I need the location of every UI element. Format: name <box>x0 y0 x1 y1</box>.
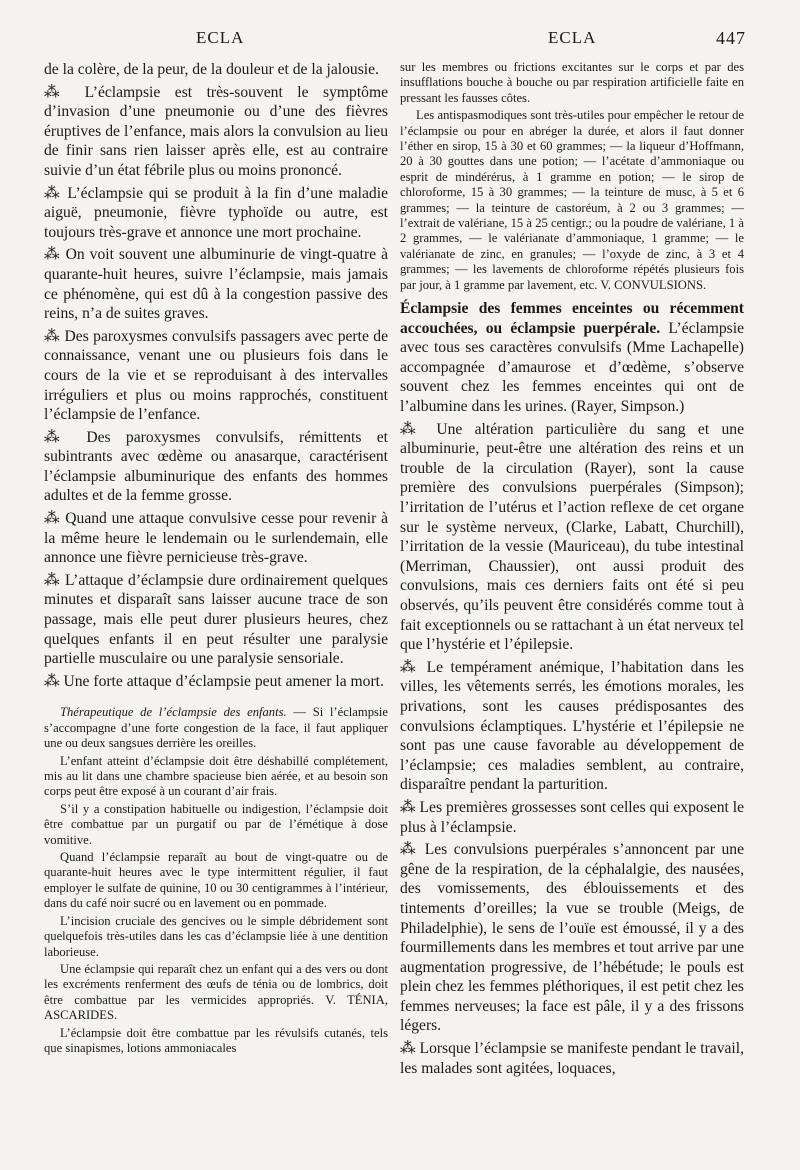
paragraph: ⁂ Des paroxysmes convulsifs, rémittents et subintrants avec œdème ou anasarque, caractérisent l’éclampsie albuminurique des enfants des hommes adultes et de la femme grosse. <box>44 428 388 505</box>
section-heading: Thérapeutique de l’éclampsie des enfants. <box>60 705 287 720</box>
paragraph: ⁂ Lorsque l’éclampsie se manifeste pendant le travail, les malades sont agitées, loquaces, <box>400 1040 744 1077</box>
paragraph: Quand l’éclampsie reparaît au bout de vingt-quatre ou de quarante-huit heures avec le type intermittent régulier, il faut employer le sulfate de quinine, 10 ou 30 centigrammes à l’intérieur, dans du café noir sucré ou en lavement ou en pommade. <box>44 850 388 911</box>
running-header <box>0 28 800 50</box>
left-main-text <box>44 60 388 691</box>
paragraph: ⁂ Une altération particulière du sang et une albuminurie, peut-être une altération des reins et un trouble de la circulation (Rayer), sont la cause première des convulsions puerpérales (Simpson); l’irritation de l’utérus et l’action reflexe de cet organe sur le système nerveux, (Clarke, Labatt, Churchill), l’irritation de la vessie (Mauriceau), du tube intestinal (Merriman, Chaussier), ont aussi produit des convulsions, mais ces derniers faits ont été si peu observés, qu’ils peuvent être considérés comme tout à fait exceptionnels ou se rattachant à un état nerveux tel que l’hystérie et l’épilepsie. <box>400 420 744 654</box>
puerperal-intro <box>400 299 744 417</box>
paragraph: de la colère, de la peur, de la douleur et de la jalousie. <box>44 61 379 78</box>
left-therapeutics-text <box>44 705 388 1056</box>
right-main-text <box>400 299 744 1078</box>
right-therapeutics-text <box>400 60 744 293</box>
paragraph: L’éclampsie doit être combattue par les révulsifs cutanés, tels que sinapismes, lotions ammoniacales <box>44 1025 388 1055</box>
paragraph: ⁂ Une forte attaque d’éclampsie peut amener la mort. <box>44 672 384 690</box>
paragraph: ⁂ Les premières grossesses sont celles qui exposent le plus à l’éclampsie. <box>400 798 744 836</box>
right-column <box>400 60 744 1081</box>
header-center-word: ECLA <box>548 28 597 47</box>
heading-continuation: — Si l’éclampsie s’accompagne d’une forte congestion de la face, il faut appliquer une ou deux sangsues derrière les oreilles. <box>44 705 388 751</box>
paragraph: ⁂ L’attaque d’éclampsie dure ordinairement quelques minutes et disparaît sans laisser aucune trace de son passage, mais elle peut durer plusieurs heures, chez quelques enfants il en peut résulter une paralysie partielle musculaire ou une paralysie sensoriale. <box>44 571 388 668</box>
paragraph: L’enfant atteint d’éclampsie doit être déshabillé complétement, mis au lit dans une chambre spacieuse bien aérée, et au besoin son corps peut être exposé à un courant d’air frais. <box>44 753 388 799</box>
section-title: Éclampsie des femmes enceintes ou récemment accouchées, ou éclampsie puerpérale. <box>400 300 744 337</box>
paragraph: S’il y a constipation habituelle ou indigestion, l’éclampsie doit être combattue par un purgatif ou par de l’émétique à dose vomitive. <box>44 801 388 847</box>
paragraph: Les antispasmodiques sont très-utiles pour empêcher le retour de l’éclampsie ou pour en abréger la durée, et alors il faut donner l’éther en sirop, 15 à 30 et 60 grammes; — la liqueur d’Hoffmann, 20 à 30 gouttes dans une potion; — l’acétate d’ammoniaque ou esprit de mindérérus, à 1 gramme en potion; — le sirop de chloroforme, 15 à 30 grammes; — la teinture de musc, à 5 et 6 grammes; — la teinture de castoréum, à 2 ou 3 grammes; — l’extrait de valériane, 15 à 25 centigr.; ou la poudre de valériane, 1 à 2 grammes, — le valérianate d’ammoniaque, 1 gramme; — le valérianate de zinc, en granules; — l’oxyde de zinc, à 3 et 4 grammes; — les lavements de chloroforme répétés plusieurs fois par jour, à 1 gramme par lavement, etc. V. CONVULSIONS. <box>400 108 744 292</box>
paragraph: ⁂ Quand une attaque convulsive cesse pour revenir à la même heure le lendemain ou le surlendemain, elle annonce une fièvre pernicieuse très-grave. <box>44 510 388 567</box>
header-left-word: ECLA <box>196 28 245 47</box>
paragraph: ⁂ L’éclampsie qui se produit à la fin d’une maladie aiguë, pneumonie, fièvre typhoïde ou autre, est toujours très-grave et annonce une mort prochaine. <box>44 184 388 241</box>
paragraph: ⁂ On voit souvent une albuminurie de vingt-quatre à quarante-huit heures, suivre l’éclampsie, mais jamais ce phénomène, qui est dû à la congestion passive des reins, n’a de suites graves. <box>44 246 388 323</box>
title-continuation: L’éclampsie avec tous ses caractères convulsifs (Mme Lachapelle) accompagnée d’amaurose et d’œdème, s’observe souvent chez les femmes enceintes qui ont de l’albumine dans les urines. (Rayer, Simpson.) <box>400 319 744 416</box>
page-number: 447 <box>716 28 746 48</box>
therapeutics-intro <box>44 705 388 751</box>
paragraph: L’incision cruciale des gencives ou le simple débridement sont quelquefois très-utiles dans les cas d’éclampsie liée à une dentition laborieuse. <box>44 913 388 959</box>
paragraph: Une éclampsie qui reparaît chez un enfant qui a des vers ou dont les excréments renferment des œufs de ténia ou de lombrics, doit être combattue par les vermicides appropriés. V. TÉNIA, ASCARIDES. <box>44 961 388 1023</box>
paragraph: ⁂ Des paroxysmes convulsifs passagers avec perte de connaissance, venant une ou plusieurs fois dans le cours de la vie et se reproduisant à des intervalles irréguliers et plus ou moins rapprochés, constituent l’éclampsie de l’enfance. <box>44 327 388 424</box>
paragraph: sur les membres ou frictions excitantes sur le corps et par des insufflations bouche à bouche ou par respiration artificielle faite en pressant les fausses côtes. <box>400 60 744 105</box>
paragraph: ⁂ L’éclampsie est très-souvent le symptôme d’invasion d’une pneumonie ou d’une des fièvres éruptives de l’enfance, mais alors la convulsion au lieu de finir sans rien laisser après elle, est au contraire suivie d’un état fébrile plus ou moins prononcé. <box>44 83 388 179</box>
left-column <box>44 60 388 1058</box>
paragraph: ⁂ Le tempérament anémique, l’habitation dans les villes, les vêtements serrés, les émotions morales, les privations, sont les causes prédisposantes des convulsions éclamptiques. L’hystérie et l’épilepsie ne sont pas une cause favorable au développement de l’éclampsie; ces maladies semblent, au contraire, disparaître pendant la parturition. <box>400 658 744 794</box>
paragraph: ⁂ Les convulsions puerpérales s’annoncent par une gêne de la respiration, de la céphalalgie, des nausées, des vomissements, des éblouissements et des tintements d’oreilles; la vue se trouble (Meigs, de Philadelphie), le sens de l’ouïe est émoussé, il y a des fourmillements dans les membres et tout arrive par une augmentation progressive, de l’hébétude; le pouls est plein chez les femmes pléthoriques, il est petit chez les femmes nerveuses; la face est pâle, il y a des frissons légers. <box>400 841 744 1035</box>
